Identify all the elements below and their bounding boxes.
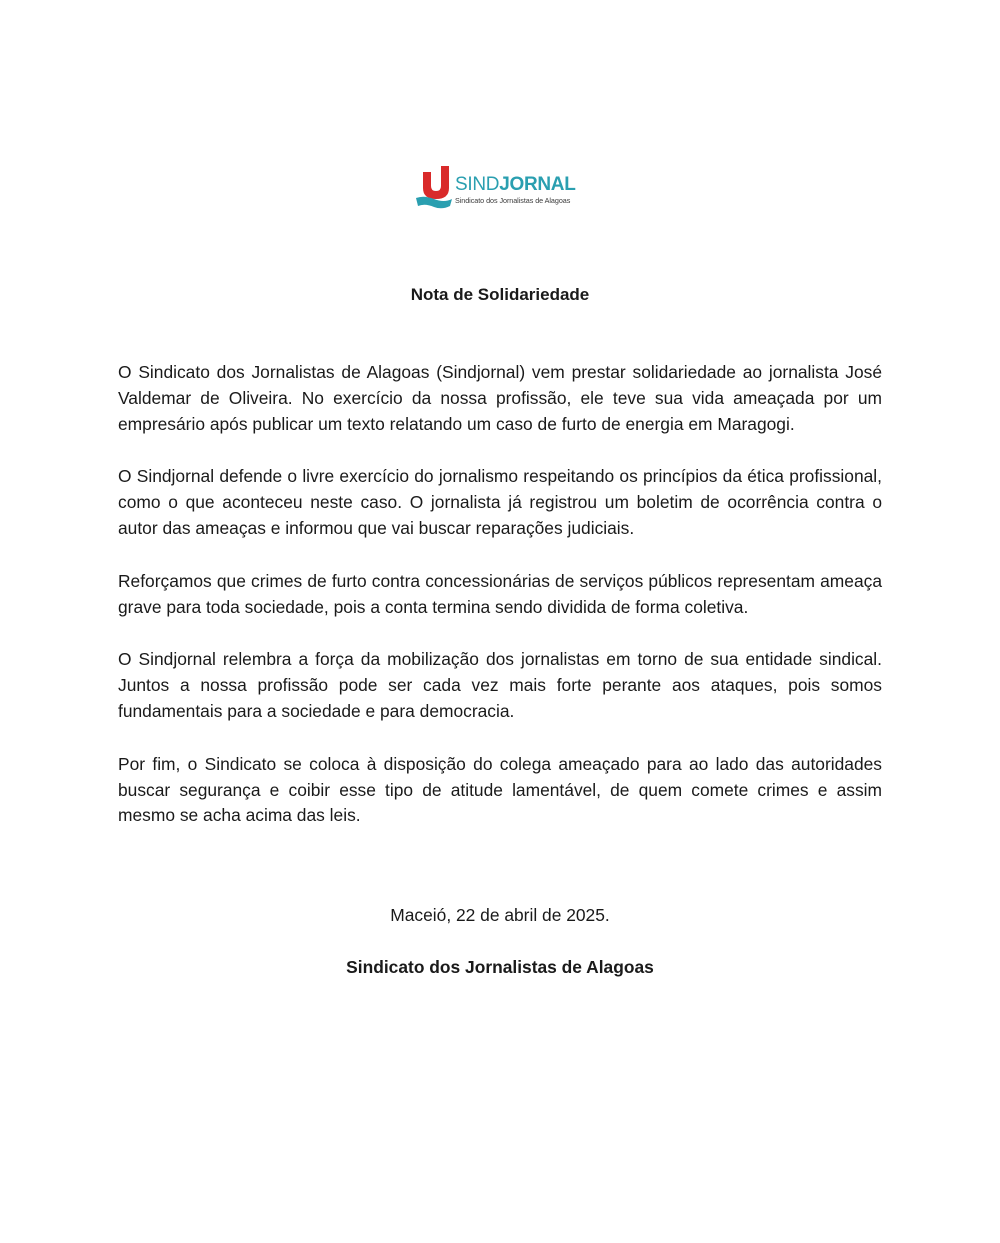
paragraph: O Sindicato dos Jornalistas de Alagoas (Sindjornal) vem prestar solidariedade ao jornalista José Valdemar de Oliveira. No exercício da nossa profissão, ele teve sua vida ameaçada por um empresário após publicar um texto relatando um caso de furto de energia em Maragogi. xyxy=(118,362,882,434)
document-body xyxy=(118,360,882,856)
logo-tagline: Sindicato dos Jornalistas de Alagoas xyxy=(455,196,571,205)
logo-wordmark xyxy=(455,175,576,194)
paragraph: Reforçamos que crimes de furto contra concessionárias de serviços públicos representam ameaça grave para toda sociedade, pois a conta termina sendo dividida de forma coletiva. xyxy=(118,570,882,617)
logo-wordmark-sind: SIND xyxy=(455,174,500,195)
document-title: Nota de Solidariedade xyxy=(410,285,590,304)
document-signature: Sindicato dos Jornalistas de Alagoas xyxy=(346,957,654,977)
sindjornal-logo xyxy=(414,166,590,212)
sindjornal-emblem-icon xyxy=(414,166,454,212)
logo-wordmark-jornal: JORNAL xyxy=(499,174,576,195)
document-date: Maceió, 22 de abril de 2025. xyxy=(390,905,610,925)
paragraph: Por fim, o Sindicato se coloca à disposição do colega ameaçado para ao lado das autoridades buscar segurança e coibir esse tipo de atitude lamentável, de quem comete crimes e assim mesmo se acha acima das leis. xyxy=(118,753,882,826)
paragraph: O Sindjornal relembra a força da mobilização dos jornalistas em torno de sua entidade sindical. Juntos a nossa profissão pode ser cada vez mais forte perante aos ataques, pois somos fundamentais para a sociedade e para democracia. xyxy=(118,649,882,721)
paragraph: O Sindjornal defende o livre exercício do jornalismo respeitando os princípios da ética profissional, como o que aconteceu neste caso. O jornalista já registrou um boletim de ocorrência contra o autor das ameaças e informou que vai buscar reparações judiciais. xyxy=(118,466,882,538)
